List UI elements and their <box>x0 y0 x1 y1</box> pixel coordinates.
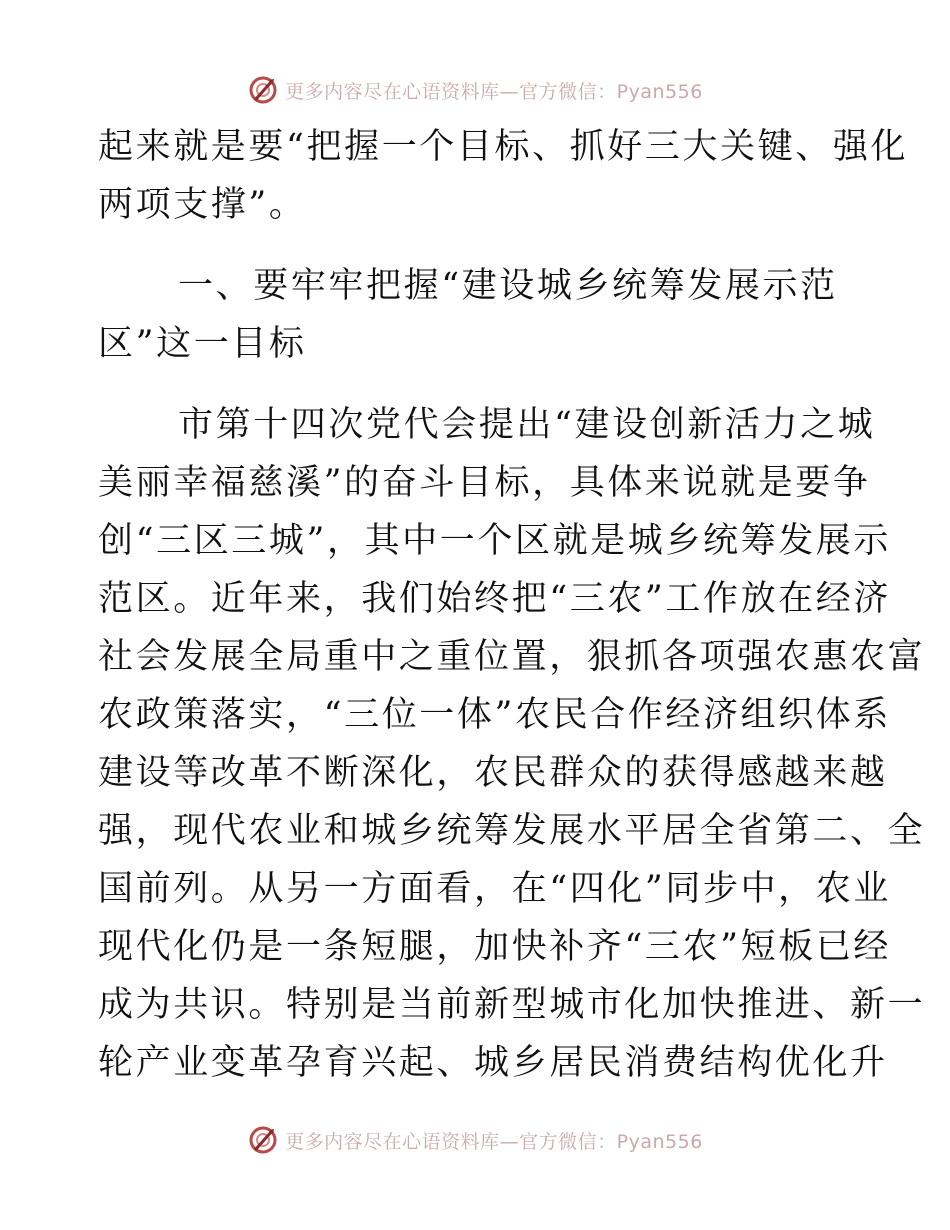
watermark-text: 更多内容尽在心语资料库—官方微信：Pyan556 <box>285 80 703 103</box>
text-line: 轮产业变革孕育兴起、城乡居民消费结构优化升 <box>98 1043 888 1083</box>
brush-logo-icon <box>247 74 279 106</box>
text-line: 市第十四次党代会提出“建设创新活力之城 <box>178 405 876 445</box>
text-line: 起来就是要“把握一个目标、抓好三大关键、强化 <box>98 127 909 167</box>
text-line: 两项支撑”。 <box>98 185 307 225</box>
text-line: 美丽幸福慈溪”的奋斗目标，具体来说就是要争 <box>98 463 871 503</box>
text-line: 建设等改革不断深化，农民群众的获得感越来越 <box>98 753 888 793</box>
section-heading <box>98 257 858 373</box>
watermark-text: 更多内容尽在心语资料库—官方微信：Pyan556 <box>285 1130 703 1153</box>
brush-logo-icon <box>247 1124 279 1156</box>
text-line: 强，现代农业和城乡统筹发展水平居全省第二、全 <box>98 811 926 851</box>
text-line: 创“三区三城”，其中一个区就是城乡统筹发展示 <box>98 521 891 561</box>
text-line: 现代化仍是一条短腿，加快补齐“三农”短板已经 <box>98 927 891 967</box>
paragraph-gap <box>98 234 858 257</box>
paragraph <box>98 118 909 234</box>
document-body <box>98 118 926 1092</box>
text-line: 社会发展全局重中之重位置，狠抓各项强农惠农富 <box>98 637 926 677</box>
text-line: 成为共识。特别是当前新型城市化加快推进、新一 <box>98 985 926 1025</box>
watermark-header <box>0 70 950 110</box>
text-line: 范区。近年来，我们始终把“三农”工作放在经济 <box>98 579 891 619</box>
watermark-footer <box>0 1120 950 1160</box>
text-line: 国前列。从另一方面看，在“四化”同步中，农业 <box>98 869 891 909</box>
text-line: 区”这一目标 <box>98 324 307 364</box>
paragraph <box>98 396 926 1092</box>
paragraph-gap <box>98 373 858 396</box>
text-line: 农政策落实，“三位一体”农民合作经济组织体系 <box>98 695 891 735</box>
text-line: 一、要牢牢把握“建设城乡统筹发展示范 <box>178 266 838 306</box>
